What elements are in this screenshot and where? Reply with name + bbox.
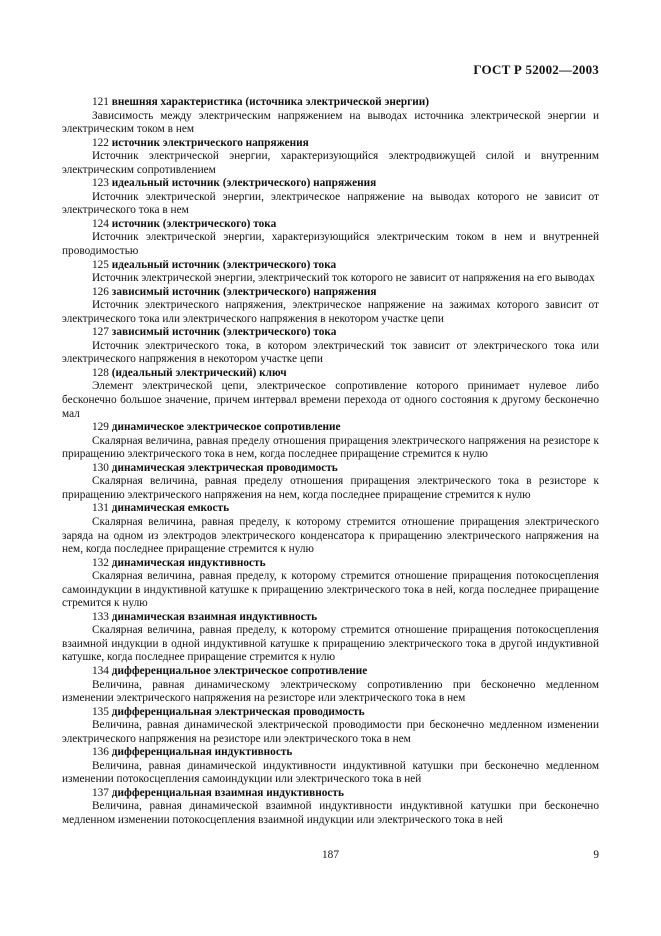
term-definition: Скалярная величина, равная пределу, к которому стремится отношение приращения потокосцепления самоиндукции в индуктивной катушке к приращению электрического тока в ней, когда последнее приращение стремится к нулю [62, 570, 599, 610]
term-heading [62, 462, 599, 476]
term-number: 127 [92, 326, 109, 339]
term-definition: Величина, равная динамической индуктивности индуктивной катушки при бесконечно медленном изменении потокосцепления самоиндукции или электрического тока в ней [62, 759, 599, 786]
term-entry [62, 557, 599, 611]
term-name: динамическая емкость [111, 502, 230, 515]
term-name: внешняя характеристика (источника электрической энергии) [111, 96, 430, 108]
term-number: 129 [92, 421, 109, 434]
term-name: динамическая взаимная индуктивность [111, 610, 318, 623]
term-heading [62, 611, 599, 625]
term-definition: Зависимость между электрическим напряжением на выводах источника электрической энергии и электрическим током в нем [62, 109, 599, 136]
term-name: идеальный источник (электрического) напряжения [111, 177, 377, 190]
term-heading [62, 326, 599, 340]
term-heading [62, 96, 599, 110]
term-entry [62, 462, 599, 503]
term-entry [62, 177, 599, 218]
term-definition: Источник электрического напряжения, электрическое напряжение на зажимах которого зависит от электрического тока или электрического напряжения в некотором участке цепи [62, 299, 599, 325]
term-entry [62, 665, 599, 706]
term-name: зависимый источник (электрического) тока [111, 326, 337, 339]
term-number: 131 [92, 502, 109, 515]
term-definition: Источник электрической энергии, электрический ток которого не зависит от напряжения на его выводах [92, 272, 595, 285]
page-number: 187 [322, 849, 339, 861]
term-definition: Величина, равная динамической взаимной индуктивности индуктивной катушки при бесконечно медленном изменении потокосцепления взаимной индукции или электрического тока в ней [62, 800, 599, 826]
term-name: зависимый источник (электрического) напряжения [111, 285, 377, 298]
term-number: 130 [92, 461, 109, 474]
term-name: дифференциальная индуктивность [111, 746, 293, 759]
term-name: дифференциальная взаимная индуктивность [111, 786, 344, 799]
term-heading [62, 286, 599, 300]
term-definition: Источник электрической энергии, электрическое напряжение на выводах которого не зависит от электрического тока в нем [62, 190, 599, 217]
term-name: динамическое электрическое сопротивление [111, 421, 341, 434]
term-number: 121 [92, 96, 109, 108]
term-number: 122 [92, 136, 109, 149]
term-entry [62, 421, 599, 462]
term-name: (идеальный электрический) ключ [111, 366, 287, 379]
term-number: 126 [92, 285, 109, 298]
term-heading [62, 177, 599, 191]
term-definition: Скалярная величина, равная пределу, к которому стремится отношение приращения электрического заряда на одном из электродов электрического конденсатора к приращению электрического напряжения на нем, когда последнее приращение стремится к нулю [62, 515, 599, 556]
term-number: 136 [92, 746, 109, 759]
term-number: 125 [92, 258, 109, 271]
term-definition: Величина, равная динамическому электрическому сопротивлению при бесконечно медленном изменении электрического напряжения на резисторе или электрического тока в нем [62, 678, 599, 705]
term-definition: Источник электрической энергии, характеризующийся электродвижущей силой и внутренним электрическим сопротивлением [62, 150, 599, 176]
term-entry [62, 259, 599, 286]
term-heading [62, 557, 599, 571]
term-definition: Элемент электрической цепи, электрическое сопротивление которого принимает нулевое либо бесконечно большое значение, причем интервал времени перехода от одного состояния к другому бесконечно мал [62, 380, 599, 420]
term-entry [62, 137, 599, 178]
term-definition: Величина, равная динамической электрической проводимости при бесконечно медленном изменении электрического напряжения на резисторе или электрического тока в нем [62, 719, 599, 745]
term-heading [62, 137, 599, 151]
term-heading [62, 367, 599, 381]
term-entry [62, 286, 599, 327]
term-definition: Скалярная величина, равная пределу отношения приращения электрического тока в резисторе к приращению электрического напряжения на нем, когда последнее приращение стремится к нулю [62, 475, 599, 501]
term-entry [62, 96, 599, 137]
term-definition: Источник электрической энергии, характеризующийся электрическим током в нем и внутренней проводимостью [62, 231, 599, 258]
term-entry [62, 326, 599, 367]
term-name: дифференциальное электрическое сопротивление [111, 664, 368, 677]
term-name: динамическая индуктивность [111, 556, 266, 569]
term-entry [62, 367, 599, 421]
term-name: источник электрического напряжения [111, 136, 309, 149]
term-number: 135 [92, 705, 109, 718]
term-heading [62, 787, 599, 801]
term-entry [62, 746, 599, 787]
term-heading [62, 665, 599, 679]
term-heading [62, 746, 599, 760]
document-header: ГОСТ Р 52002—2003 [473, 62, 599, 77]
term-list [62, 96, 599, 828]
term-name: дифференциальная электрическая проводимость [111, 705, 365, 718]
term-number: 133 [92, 610, 109, 623]
term-heading [62, 259, 599, 273]
term-number: 132 [92, 556, 109, 569]
sheet-number: 9 [593, 849, 599, 861]
term-number: 137 [92, 786, 109, 799]
term-entry [62, 502, 599, 556]
term-name: идеальный источник (электрического) тока [111, 258, 337, 271]
term-entry [62, 787, 599, 828]
term-name: источник (электрического) тока [111, 217, 277, 230]
term-heading [62, 421, 599, 435]
term-definition: Скалярная величина, равная пределу, к которому стремится отношение приращения потокосцепления взаимной индукции в одной индуктивной катушке к приращению электрического тока в другой индуктивной катушке, когда последнее приращение стремится к нулю [62, 624, 599, 664]
term-number: 124 [92, 217, 109, 230]
term-number: 134 [92, 664, 109, 677]
term-definition: Источник электрического тока, в котором электрический ток зависит от электрического тока или электрического напряжения в некотором участке цепи [62, 339, 599, 366]
term-definition: Скалярная величина, равная пределу отношения приращения электрического напряжения на резисторе к приращению электрического тока в нем, когда последнее приращение стремится к нулю [62, 434, 599, 461]
term-number: 128 [92, 366, 109, 379]
term-heading [62, 706, 599, 720]
term-entry [62, 611, 599, 665]
term-number: 123 [92, 177, 109, 190]
term-heading [62, 502, 599, 516]
term-entry [62, 218, 599, 259]
term-name: динамическая электрическая проводимость [111, 461, 338, 474]
term-entry [62, 706, 599, 747]
term-heading [62, 218, 599, 232]
